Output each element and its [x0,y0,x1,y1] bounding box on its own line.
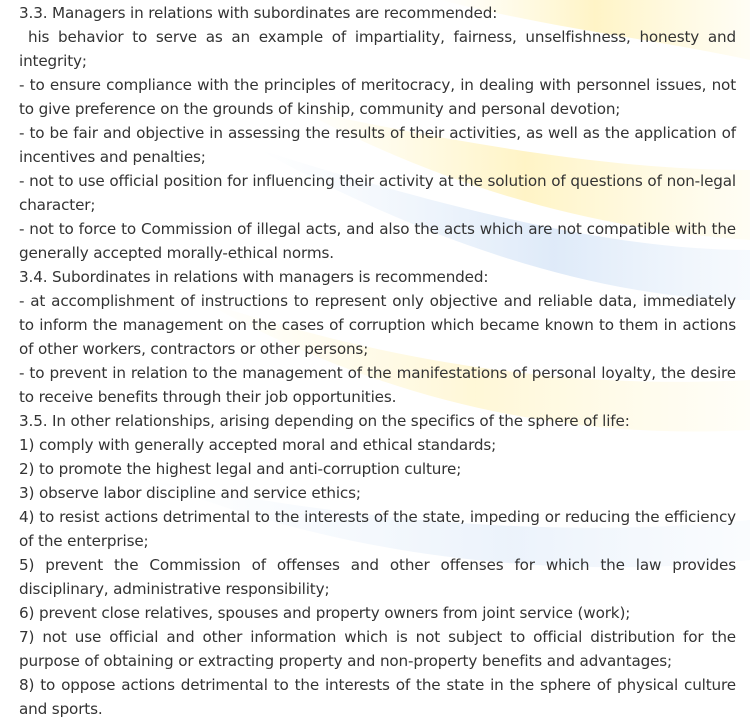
list-item: - to ensure compliance with the principles of meritocracy, in dealing with personnel issues, not to give preference on the grounds of kinship, community and personal devotion; [19,76,736,118]
list-item: 3) observe labor discipline and service ethics; [19,484,361,502]
section-heading-3-5: 3.5. In other relationships, arising depending on the specifics of the sphere of life: [19,412,630,430]
list-item: 7) not use official and other information which is not subject to official distribution for the purpose of obtaining or extracting property and non-property benefits and advantages; [19,628,736,670]
document-body [19,1,736,721]
list-item: - not to force to Commission of illegal acts, and also the acts which are not compatible with the generally accepted morally-ethical norms. [19,220,736,262]
list-item: 1) comply with generally accepted moral and ethical standards; [19,436,497,454]
list-item: 2) to promote the highest legal and anti-corruption culture; [19,460,462,478]
list-item: - at accomplishment of instructions to represent only objective and reliable data, immediately to inform the management on the cases of corruption which became known to them in actions of other workers, contractors or other persons; [19,292,736,358]
list-item: - to prevent in relation to the management of the manifestations of personal loyalty, the desire to receive benefits through their job opportunities. [19,364,736,406]
list-item: - to be fair and objective in assessing the results of their activities, as well as the application of incentives and penalties; [19,124,736,166]
section-heading-3-3: 3.3. Managers in relations with subordinates are recommended: [19,4,498,22]
list-item: his behavior to serve as an example of impartiality, fairness, unselfishness, honesty and integrity; [19,28,736,70]
section-heading-3-4: 3.4. Subordinates in relations with managers is recommended: [19,268,489,286]
list-item: 6) prevent close relatives, spouses and property owners from joint service (work); [19,604,631,622]
list-item: 8) to oppose actions detrimental to the interests of the state in the sphere of physical culture and sports. [19,676,736,718]
list-item: 4) to resist actions detrimental to the interests of the state, impeding or reducing the efficiency of the enterprise; [19,508,736,550]
list-item: 5) prevent the Commission of offenses and other offenses for which the law provides disciplinary, administrative responsibility; [19,556,736,598]
list-item: - not to use official position for influencing their activity at the solution of questions of non-legal character; [19,172,736,214]
